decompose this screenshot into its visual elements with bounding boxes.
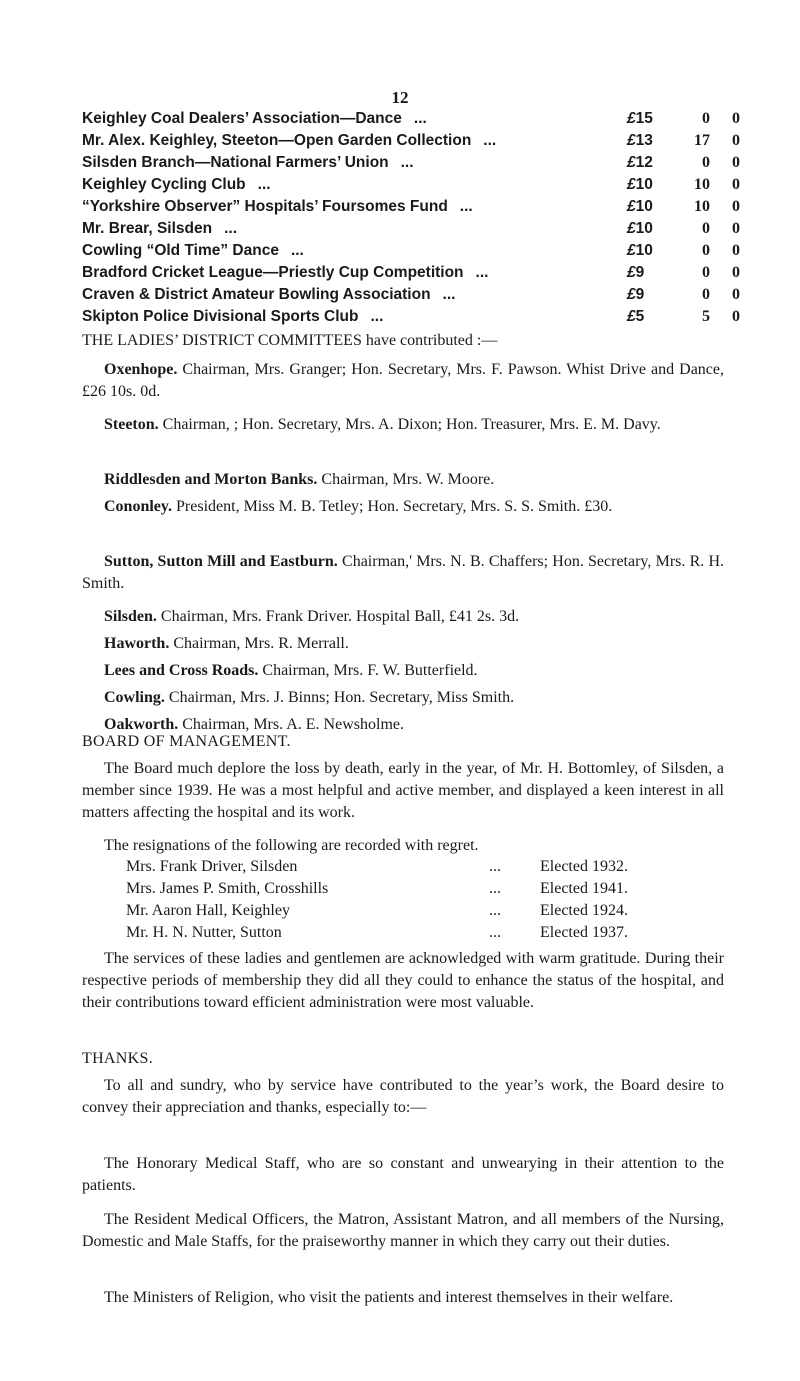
shillings-amount: 0 [702,286,710,303]
shillings-amount: 5 [702,308,710,325]
donation-row [82,110,742,132]
pence-amount: 0 [732,286,740,303]
pence-amount: 0 [732,198,740,215]
committee-details: Chairman, Mrs. W. Moore. [321,471,495,488]
committee-details: Chairman, Mrs. Granger; Hon. Secretary, Mrs. F. Pawson. Whist Drive and Dance, £26 10s. 0d. [82,361,725,400]
donor-name: Cowling “Old Time” Dance [82,242,279,259]
donor-name: Keighley Coal Dealers’ Association—Dance [82,110,402,127]
pound-symbol: £ [627,242,636,259]
committee-details: Chairman, Mrs. A. E. Newsholme. [182,716,404,733]
donation-row [82,132,742,154]
pound-symbol: £ [627,132,636,149]
thanks-heading: THANKS. [82,1050,153,1067]
pence-amount: 0 [732,176,740,193]
donation-row [82,286,742,308]
pound-symbol: £ [627,154,636,171]
donation-row [82,198,742,220]
resigned-member-name: Mrs. James P. Smith, Crosshills [126,880,329,897]
pounds-amount [627,286,683,304]
leader-dots: ... [489,880,501,897]
shillings-amount: 10 [694,198,710,215]
pence-amount: 0 [732,220,740,237]
pounds-amount [627,132,683,150]
committee-place: Sutton, Sutton Mill and Eastburn. [104,553,338,570]
pounds-amount [627,198,683,216]
leader-dots: ... [413,110,427,127]
resigned-member-name: Mr. Aaron Hall, Keighley [126,902,290,919]
pounds-amount [627,154,683,172]
committee-entry [82,606,724,628]
committee-place: Silsden. [104,608,157,625]
committee-details: Chairman,' Mrs. N. B. Chaffers; Hon. Secretary, Mrs. R. H. Smith. [82,553,725,592]
elected-year: Elected 1924. [540,902,628,919]
leader-dots: ... [442,286,456,303]
elected-year: Elected 1932. [540,858,628,875]
donor-name: Skipton Police Divisional Sports Club [82,308,359,325]
shillings-amount: 0 [702,264,710,281]
resignation-row [126,880,726,902]
committee-place: Cononley. [104,498,173,515]
leader-dots: ... [400,154,414,171]
shillings-amount: 0 [702,110,710,127]
pound-symbol: £ [627,110,636,127]
shillings-amount: 0 [702,154,710,171]
committee-place: Oakworth. [104,716,179,733]
leader-dots: ... [290,242,304,259]
resignation-row [126,924,726,946]
pounds-amount [627,176,683,194]
thanks-item: The Ministers of Religion, who visit the patients and interest themselves in their welfare. [104,1289,674,1306]
leader-dots: ... [257,176,271,193]
donor-name: Mr. Alex. Keighley, Steeton—Open Garden Collection [82,132,472,149]
donation-row [82,176,742,198]
pence-amount: 0 [732,242,740,259]
pounds-value: 10 [635,242,653,259]
board-paragraph: The Board much deplore the loss by death, early in the year, of Mr. H. Bottomley, of Silsden, a member since 1939. He was a most helpful and active member, and displayed a keen interest in all matters affecting the hospital and its work. [82,760,724,821]
pounds-value: 9 [635,286,645,303]
committee-details: President, Miss M. B. Tetley; Hon. Secretary, Mrs. S. S. Smith. £30. [176,498,613,515]
pound-symbol: £ [627,286,636,303]
pounds-amount [627,308,683,326]
resigned-member-name: Mrs. Frank Driver, Silsden [126,858,298,875]
committee-place: Riddlesden and Morton Banks. [104,471,318,488]
pounds-amount [627,264,683,282]
pounds-value: 12 [635,154,653,171]
committee-place: Oxenhope. [104,361,178,378]
committee-details: Chairman, Mrs. Frank Driver. Hospital Ball, £41 2s. 3d. [160,608,520,625]
shillings-amount: 17 [694,132,710,149]
pound-symbol: £ [627,176,636,193]
pounds-amount [627,220,683,238]
pounds-value: 10 [635,176,653,193]
pence-amount: 0 [732,154,740,171]
pound-symbol: £ [627,198,636,215]
committee-place: Cowling. [104,689,165,706]
committee-place: Steeton. [104,416,159,433]
committee-entry [82,414,724,436]
elected-year: Elected 1937. [540,924,628,941]
pence-amount: 0 [732,110,740,127]
thanks-item: The Resident Medical Officers, the Matron, Assistant Matron, and all members of the Nursing, Domestic and Male Staffs, for the praiseworthy manner in which they carry out their duties. [82,1211,724,1250]
pence-amount: 0 [732,132,740,149]
pound-symbol: £ [627,220,636,237]
leader-dots: ... [489,858,501,875]
resignation-row [126,902,726,924]
donation-row [82,220,742,242]
committee-place: Haworth. [104,635,170,652]
pounds-value: 5 [635,308,645,325]
shillings-amount: 10 [694,176,710,193]
pounds-amount [627,110,683,128]
committee-entry [82,359,724,403]
board-heading: BOARD OF MANAGEMENT. [82,733,291,750]
donor-name: Craven & District Amateur Bowling Association [82,286,431,303]
leader-dots: ... [224,220,238,237]
committee-details: Chairman, Mrs. R. Merrall. [173,635,349,652]
committee-details: Chairman, Mrs. F. W. Butterfield. [262,662,478,679]
committee-place: Lees and Cross Roads. [104,662,259,679]
page-number: 12 [391,88,409,107]
pound-symbol: £ [627,308,636,325]
services-paragraph: The services of these ladies and gentlemen are acknowledged with warm gratitude. During their respective periods of membership they did all they could to enhance the status of the hospital, and their contributions toward efficient administration were most valuable. [82,950,724,1011]
pence-amount: 0 [732,264,740,281]
donor-name: Mr. Brear, Silsden [82,220,213,237]
leader-dots: ... [370,308,384,325]
pounds-amount [627,242,683,260]
donation-row [82,154,742,176]
thanks-intro: To all and sundry, who by service have contributed to the year’s work, the Board desire to convey their appreciation and thanks, especially to:— [82,1077,724,1116]
pounds-value: 10 [635,198,653,215]
shillings-amount: 0 [702,220,710,237]
thanks-item: The Honorary Medical Staff, who are so constant and unwearying in their attention to the patients. [82,1155,724,1194]
donor-name: Bradford Cricket League—Priestly Cup Competition [82,264,464,281]
leader-dots: ... [475,264,489,281]
donor-name: Keighley Cycling Club [82,176,246,193]
leader-dots: ... [459,198,473,215]
committee-entry [82,660,724,682]
leader-dots: ... [483,132,497,149]
pounds-value: 13 [635,132,653,149]
committee-entry [82,469,724,491]
leader-dots: ... [489,924,501,941]
pence-amount: 0 [732,308,740,325]
leader-dots: ... [489,902,501,919]
committee-entry [82,687,724,709]
resigned-member-name: Mr. H. N. Nutter, Sutton [126,924,282,941]
resignations-intro: The resignations of the following are recorded with regret. [104,837,479,854]
donation-row [82,264,742,286]
pound-symbol: £ [627,264,636,281]
committee-entry [82,633,724,655]
donor-name: “Yorkshire Observer” Hospitals’ Foursomes Fund [82,198,448,215]
pounds-value: 10 [635,220,653,237]
committee-details: Chairman, Mrs. J. Binns; Hon. Secretary, Miss Smith. [168,689,515,706]
donor-name: Silsden Branch—National Farmers’ Union [82,154,389,171]
committee-entry [82,496,724,518]
resignation-row [126,858,726,880]
pounds-value: 15 [635,110,653,127]
donation-row [82,308,742,330]
elected-year: Elected 1941. [540,880,628,897]
pounds-value: 9 [635,264,645,281]
ladies-committees-heading: THE LADIES’ DISTRICT COMMITTEES have contributed :— [82,332,498,349]
donation-row [82,242,742,264]
committee-entry [82,551,724,595]
shillings-amount: 0 [702,242,710,259]
committee-details: Chairman, ; Hon. Secretary, Mrs. A. Dixon; Hon. Treasurer, Mrs. E. M. Davy. [162,416,661,433]
